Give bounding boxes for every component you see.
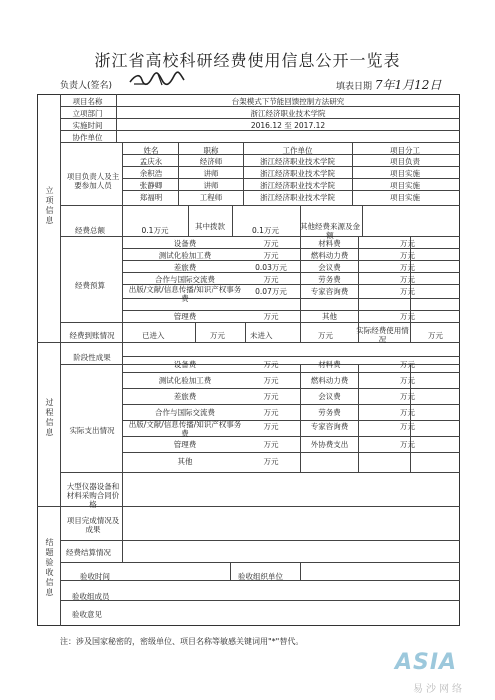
spend-item-label: 劳务费 xyxy=(318,408,341,417)
handwritten-signature xyxy=(128,70,186,88)
member-title: 经济师 xyxy=(199,157,223,166)
members-header-name: 姓名 xyxy=(143,146,159,155)
acceptance-member-label: 验收组成员 xyxy=(72,592,110,601)
grid-line xyxy=(122,142,123,205)
funds-among-label: 其中拨款 xyxy=(195,222,225,231)
spend-item-label: 测试化验加工费 xyxy=(158,376,212,385)
budget-item-label: 出版/文献/信息传播/知识产权事务费 xyxy=(128,285,242,303)
spend-item-label: 出版/文献/信息传播/知识产权事务费 xyxy=(128,420,242,438)
grid-line xyxy=(60,562,460,563)
member-unit: 浙江经济职业技术学院 xyxy=(260,169,335,178)
member-name: 郑福明 xyxy=(139,193,163,202)
spend-item-value: 万元 xyxy=(263,408,279,417)
member-unit: 浙江经济职业技术学院 xyxy=(260,181,335,190)
watermark-sub: 易沙网络 xyxy=(413,684,465,695)
watermark-main: ASIA xyxy=(395,650,458,675)
fill-date-value: 7年1月12日 xyxy=(374,78,442,92)
project-period-value: 2016.12 至 2017.12 xyxy=(250,121,326,130)
spend-item-label: 会议费 xyxy=(318,392,341,401)
budget-item-label: 测试化验加工费 xyxy=(158,251,212,260)
spend-item-value: 万元 xyxy=(400,376,415,385)
receipt-unarrived-value: 万元 xyxy=(318,331,333,340)
grid-line xyxy=(60,130,460,131)
spend-item-value: 万元 xyxy=(400,392,415,401)
responsible-label: 负责人(签名) xyxy=(60,81,113,91)
spend-item-value: 万元 xyxy=(400,360,415,369)
grid-line xyxy=(60,118,460,119)
equipment-label: 大型仪器设备和材料采购合同价格 xyxy=(66,482,120,509)
project-undertake-label: 协作单位 xyxy=(72,133,103,142)
member-role: 项目实施 xyxy=(390,169,420,178)
budget-item-label: 管理费 xyxy=(173,312,197,321)
members-group-label: 项目负责人及主要参加人员 xyxy=(66,172,120,190)
budget-item-value: 万元 xyxy=(400,275,415,284)
grid-line xyxy=(122,506,123,562)
member-unit: 浙江经济职业技术学院 xyxy=(260,157,335,166)
member-role: 项目负责 xyxy=(390,157,420,166)
member-name: 孟庆永 xyxy=(139,157,163,166)
grid-line xyxy=(122,472,123,506)
grid-line xyxy=(60,600,460,601)
grid-line xyxy=(300,562,301,580)
budget-item-value: 万元 xyxy=(263,312,279,321)
budget-item-label: 设备费 xyxy=(173,239,197,248)
spend-item-label: 专家咨询费 xyxy=(310,422,349,431)
budget-item-label: 差旅费 xyxy=(173,263,197,272)
grid-line xyxy=(122,356,460,357)
spend-item-value: 万元 xyxy=(263,376,279,385)
member-role: 项目实施 xyxy=(390,193,420,202)
budget-label: 经费预算 xyxy=(75,281,105,290)
grid-line xyxy=(60,236,460,237)
project-period-label: 实施时间 xyxy=(72,121,103,130)
member-title: 讲师 xyxy=(203,181,219,190)
grid-line xyxy=(60,94,61,626)
grid-line xyxy=(60,205,460,206)
funds-total-label: 经费总额 xyxy=(75,226,105,235)
budget-item-value: 0.03万元 xyxy=(255,263,287,272)
budget-item-value: 万元 xyxy=(263,275,279,284)
receipt-exec-value: 万元 xyxy=(428,331,443,340)
budget-item-value: 万元 xyxy=(400,287,415,296)
funds-among-value: 0.1万元 xyxy=(252,226,279,235)
members-header-title: 职称 xyxy=(203,146,219,155)
watermark-logo xyxy=(395,650,487,695)
grid-line xyxy=(358,364,359,472)
spend-item-label: 燃料动力费 xyxy=(310,376,349,385)
grid-line xyxy=(358,236,359,322)
acceptance-result-label: 项目完成情况及成果 xyxy=(66,516,120,534)
grid-line xyxy=(300,236,301,322)
budget-item-label: 合作与国际交流费 xyxy=(155,275,215,284)
spend-item-value: 万元 xyxy=(263,422,279,431)
grid-line xyxy=(60,142,460,143)
budget-item-value: 万元 xyxy=(400,263,415,272)
budget-item-label: 材料费 xyxy=(318,239,341,248)
section-process: 过程信息 xyxy=(45,398,54,438)
spend-item-label: 其他 xyxy=(177,457,193,466)
project-name-value: 台架模式下节能回馈控制方法研究 xyxy=(231,97,345,106)
member-unit: 浙江经济职业技术学院 xyxy=(260,193,335,202)
spend-item-label: 外协费支出 xyxy=(310,440,349,449)
grid-line xyxy=(60,472,460,473)
section-approval: 立项信息 xyxy=(45,186,54,226)
grid-line xyxy=(122,166,460,167)
grid-line xyxy=(245,322,246,342)
spend-item-value: 万元 xyxy=(400,408,415,417)
members-header-role: 项目分工 xyxy=(390,146,420,155)
grid-line xyxy=(122,205,123,236)
members-header-unit: 工作单位 xyxy=(282,146,313,155)
budget-item-value: 万元 xyxy=(400,239,415,248)
section-acceptance: 结题验收信息 xyxy=(45,538,54,598)
member-name: 余积浩 xyxy=(139,169,163,178)
acceptance-opinion-label: 验收意见 xyxy=(72,610,102,619)
fill-date xyxy=(336,76,441,93)
grid-line xyxy=(195,322,196,342)
member-title: 讲师 xyxy=(203,169,219,178)
spend-item-label: 差旅费 xyxy=(173,392,197,401)
spend-label: 实际支出情况 xyxy=(69,426,115,435)
grid-line xyxy=(116,94,117,142)
acceptance-org-label: 验收组织单位 xyxy=(238,572,283,581)
footer-note: 注：涉及国家秘密的，密级单位、项目名称等敏感关键词用"*"替代。 xyxy=(60,637,304,646)
spend-item-value: 万元 xyxy=(400,440,415,449)
member-title: 工程师 xyxy=(199,193,223,202)
spend-item-label: 材料费 xyxy=(318,360,341,369)
member-role: 项目实施 xyxy=(390,181,420,190)
grid-line xyxy=(122,178,460,179)
grid-line xyxy=(122,322,123,364)
budget-item-label: 燃料动力费 xyxy=(310,251,349,260)
spend-item-value: 万元 xyxy=(263,392,279,401)
spend-item-label: 设备费 xyxy=(173,360,197,369)
receipt-unarrived-label: 未进入 xyxy=(250,331,273,340)
spend-item-label: 管理费 xyxy=(173,440,197,449)
receipt-label: 经费到账情况 xyxy=(69,331,115,340)
grid-line xyxy=(122,190,460,191)
budget-item-value: 万元 xyxy=(263,239,279,248)
budget-item-value: 万元 xyxy=(400,312,415,321)
grid-line xyxy=(60,106,460,107)
receipt-exec-label: 实际经费使用情况 xyxy=(356,326,409,344)
grid-line xyxy=(352,142,353,205)
receipt-arrived-value: 万元 xyxy=(210,331,225,340)
budget-item-value: 万元 xyxy=(400,251,415,260)
receipt-arrived-label: 已进入 xyxy=(142,331,165,340)
spend-item-value: 万元 xyxy=(263,440,279,449)
member-name: 张静卿 xyxy=(139,181,163,190)
grid-line xyxy=(300,364,301,472)
grid-line xyxy=(122,236,123,322)
budget-item-label: 专家咨询费 xyxy=(310,287,349,296)
acceptance-time-label: 验收时间 xyxy=(80,572,110,581)
document-title: 浙江省高校科研经费使用信息公开一览表 xyxy=(94,51,401,70)
project-unit-value: 浙江经济职业技术学院 xyxy=(250,109,326,118)
funds-total-value: 0.1万元 xyxy=(141,226,169,235)
project-unit-label: 立项部门 xyxy=(72,109,103,118)
spend-item-label: 合作与国际交流费 xyxy=(155,408,215,417)
budget-item-label: 会议费 xyxy=(318,263,341,272)
grid-line xyxy=(362,205,363,236)
funds-other-label: 其他经费来源及金额 xyxy=(300,222,360,240)
grid-line xyxy=(60,322,460,323)
grid-line xyxy=(300,322,301,342)
budget-item-value: 0.07万元 xyxy=(255,287,287,296)
spend-item-value: 万元 xyxy=(263,457,279,466)
spend-item-value: 万元 xyxy=(400,422,415,431)
budget-item-label: 其他 xyxy=(322,312,337,321)
grid-line xyxy=(60,540,460,541)
acceptance-audit-label: 经费结算情况 xyxy=(66,548,111,557)
spend-item-value: 万元 xyxy=(263,360,279,369)
grid-line xyxy=(188,205,189,236)
grid-line xyxy=(178,142,179,205)
grid-line xyxy=(230,562,231,580)
grid-line xyxy=(410,322,411,342)
fill-date-label: 填表日期 xyxy=(336,82,373,92)
grid-line xyxy=(243,142,244,205)
project-name-label: 项目名称 xyxy=(72,97,103,106)
changes-label: 阶段性成果 xyxy=(73,353,111,362)
grid-line xyxy=(122,364,123,472)
budget-item-value: 万元 xyxy=(263,251,279,260)
budget-item-label: 劳务费 xyxy=(318,275,341,284)
